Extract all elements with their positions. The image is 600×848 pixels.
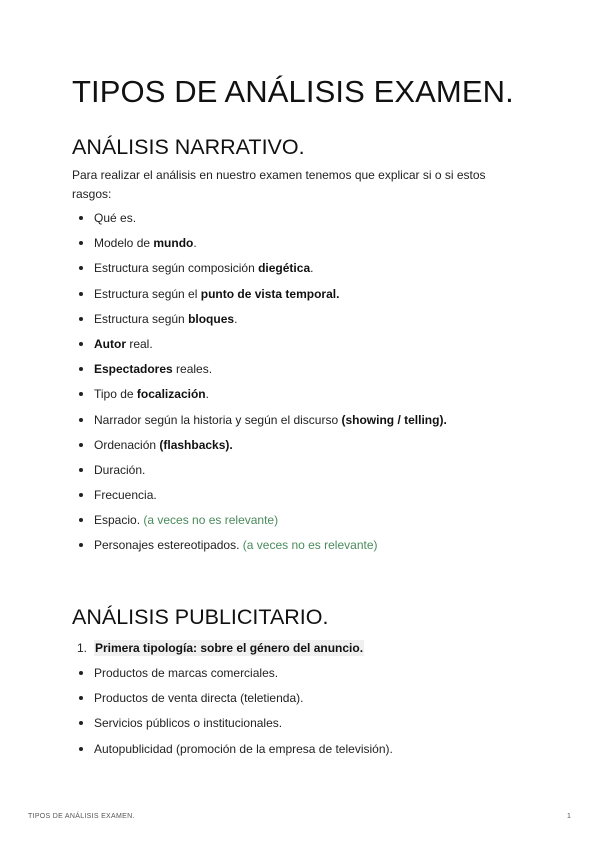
list-item: Duración.	[0, 461, 447, 486]
bullet-icon	[79, 518, 83, 522]
list-item: Espacio. (a veces no es relevante)	[0, 511, 447, 536]
list-item: Espectadores reales.	[0, 360, 447, 385]
publicitario-numbered-list	[0, 639, 364, 664]
bullet-icon	[79, 418, 83, 422]
bullet-icon	[79, 292, 83, 296]
bullet-icon	[79, 342, 83, 346]
section-title-publicitario: ANÁLISIS PUBLICITARIO.	[72, 605, 329, 629]
list-item: Modelo de mundo.	[0, 234, 447, 259]
section-title-narrativo: ANÁLISIS NARRATIVO.	[72, 135, 305, 159]
bullet-icon	[79, 543, 83, 547]
bullet-icon	[79, 266, 83, 270]
list-item: Estructura según el punto de vista temporal.	[0, 285, 447, 310]
highlighted-heading: Primera tipología: sobre el género del anuncio.	[95, 641, 364, 655]
list-item: Estructura según composición diegética.	[0, 259, 447, 284]
list-item: Narrador según la historia y según el discurso (showing / telling).	[0, 411, 447, 436]
list-item: Personajes estereotipados. (a veces no es relevante)	[0, 536, 447, 561]
list-item: Autopublicidad (promoción de la empresa de televisión).	[0, 740, 393, 765]
list-item: Servicios públicos o institucionales.	[0, 714, 393, 739]
bullet-icon	[79, 216, 83, 220]
bullet-icon	[79, 443, 83, 447]
note-text: (a veces no es relevante)	[242, 538, 378, 553]
bullet-icon	[79, 747, 83, 751]
list-item: Tipo de focalización.	[0, 385, 447, 410]
publicitario-list	[0, 664, 393, 765]
bullet-icon	[79, 493, 83, 497]
list-number: 1.	[77, 641, 88, 655]
intro-paragraph: Para realizar el análisis en nuestro examen tenemos que explicar si o si estos rasgos:	[72, 168, 486, 201]
note-text: (a veces no es relevante)	[143, 513, 279, 528]
list-item: Autor real.	[0, 335, 447, 360]
list-item: Productos de marcas comerciales.	[0, 664, 393, 689]
page-number: 1	[567, 813, 571, 820]
bullet-icon	[79, 317, 83, 321]
list-item: Ordenación (flashbacks).	[0, 436, 447, 461]
narrativo-list	[0, 209, 447, 562]
document-title: TIPOS DE ANÁLISIS EXAMEN.	[72, 74, 514, 109]
list-item: Qué es.	[0, 209, 447, 234]
list-item: Estructura según bloques.	[0, 310, 447, 335]
bullet-icon	[79, 392, 83, 396]
footer-title: TIPOS DE ANÁLISIS EXAMEN.	[28, 813, 135, 820]
list-item: Productos de venta directa (teletienda).	[0, 689, 393, 714]
bullet-icon	[79, 721, 83, 725]
bullet-icon	[79, 241, 83, 245]
bullet-icon	[79, 696, 83, 700]
bullet-icon	[79, 468, 83, 472]
numbered-list-item	[0, 639, 364, 664]
list-item: Frecuencia.	[0, 486, 447, 511]
bullet-icon	[79, 367, 83, 371]
bullet-icon	[79, 671, 83, 675]
